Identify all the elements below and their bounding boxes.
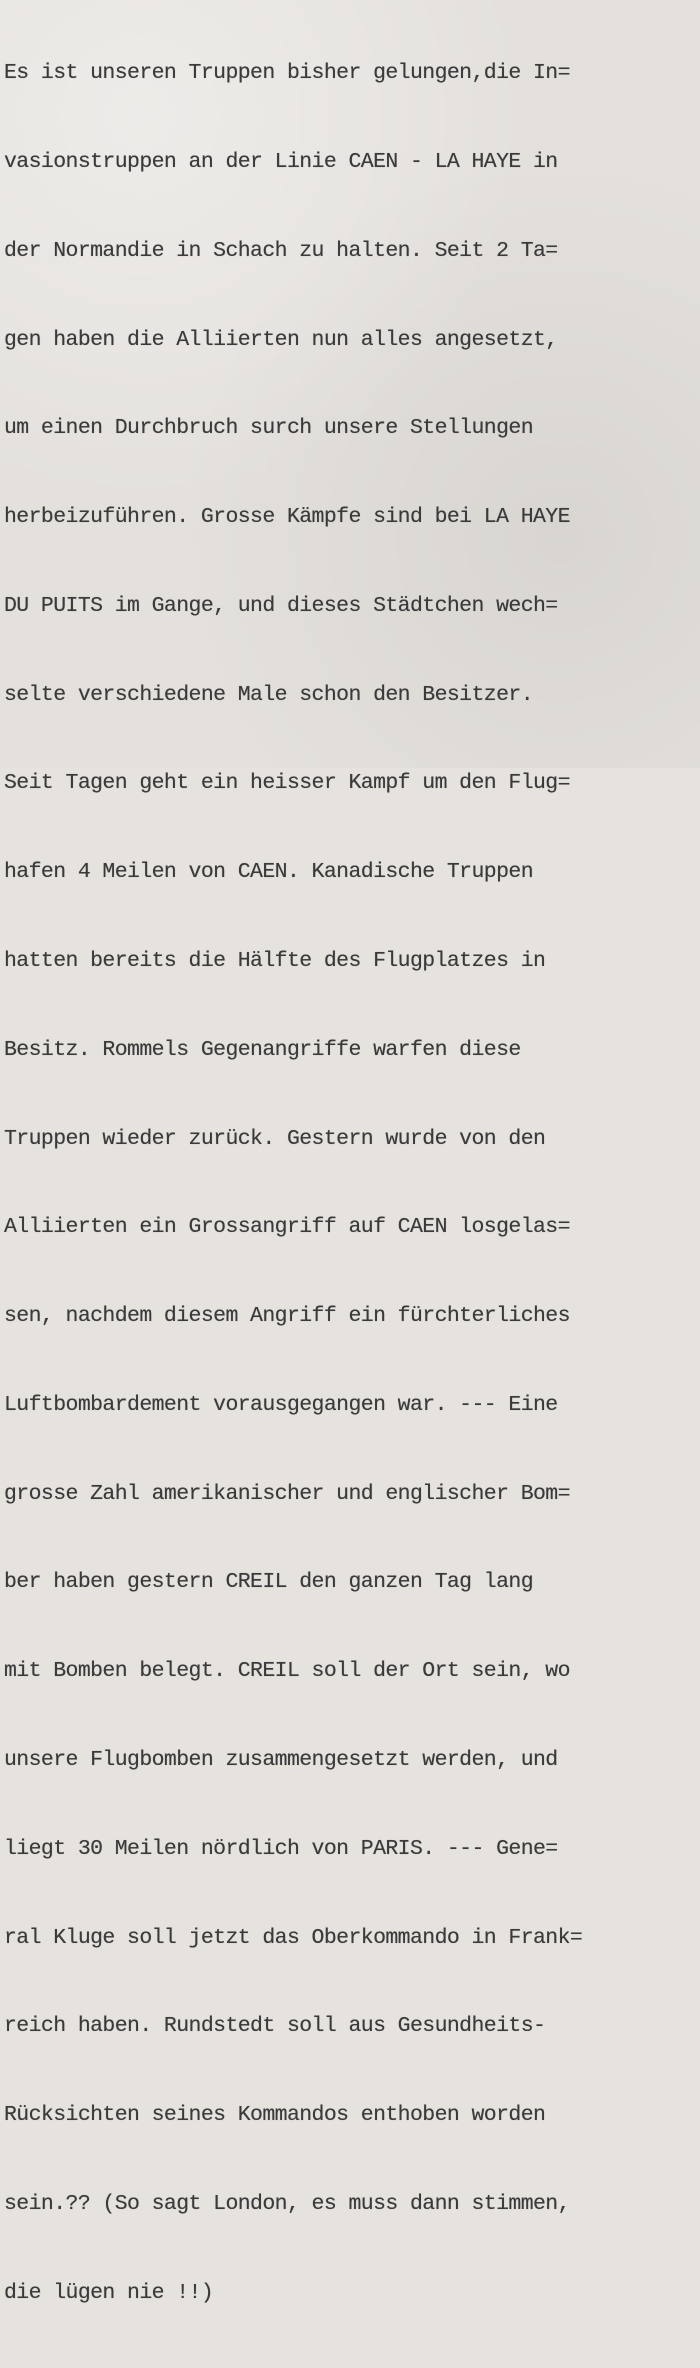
text-line: liegt 30 Meilen nördlich von PARIS. --- Gene= — [4, 1836, 558, 1861]
text-line: hafen 4 Meilen von CAEN. Kanadische Truppen — [4, 860, 533, 885]
text-line: vasionstruppen an der Linie CAEN - LA HAYE in — [4, 149, 558, 174]
text-line: reich haben. Rundstedt soll aus Gesundheits- — [4, 2014, 546, 2039]
text-line: gen haben die Alliierten nun alles angesetzt, — [4, 327, 558, 352]
text-line: um einen Durchbruch surch unsere Stellungen — [4, 416, 533, 441]
typewritten-text — [4, 0, 698, 2368]
text-line: der Normandie in Schach zu halten. Seit 2 Ta= — [4, 238, 558, 263]
text-line: Truppen wieder zurück. Gestern wurde von den — [4, 1126, 546, 1151]
text-line: selte verschiedene Male schon den Besitzer. — [4, 682, 533, 707]
text-line: herbeizuführen. Grosse Kämpfe sind bei LA HAYE — [4, 505, 570, 530]
text-line: Besitz. Rommels Gegenangriffe warfen diese — [4, 1037, 521, 1062]
text-line: sein.?? (So sagt London, es muss dann stimmen, — [4, 2191, 570, 2216]
text-line: die lügen nie !!) — [4, 2280, 214, 2305]
text-line: mit Bomben belegt. CREIL soll der Ort sein, wo — [4, 1659, 570, 1684]
text-line: unsere Flugbomben zusammengesetzt werden, und — [4, 1748, 558, 1773]
text-line: Es ist unseren Truppen bisher gelungen,die In= — [4, 61, 570, 86]
text-line: Alliierten ein Grossangriff auf CAEN losgelas= — [4, 1215, 570, 1240]
text-line: Seit Tagen geht ein heisser Kampf um den Flug= — [4, 771, 570, 796]
text-line: Luftbombardement vorausgegangen war. --- Eine — [4, 1392, 558, 1417]
text-line: hatten bereits die Hälfte des Flugplatzes in — [4, 949, 546, 973]
text-line: Rücksichten seines Kommandos enthoben worden — [4, 2103, 546, 2128]
text-line: DU PUITS im Gange, und dieses Städtchen wech= — [4, 593, 558, 618]
text-line: sen, nachdem diesem Angriff ein fürchterliches — [4, 1304, 570, 1329]
text-line: grosse Zahl amerikanischer und englischer Bom= — [4, 1481, 570, 1506]
text-line: ber haben gestern CREIL den ganzen Tag lang — [4, 1570, 533, 1595]
text-line: ral Kluge soll jetzt das Oberkommando in Frank= — [4, 1925, 583, 1950]
